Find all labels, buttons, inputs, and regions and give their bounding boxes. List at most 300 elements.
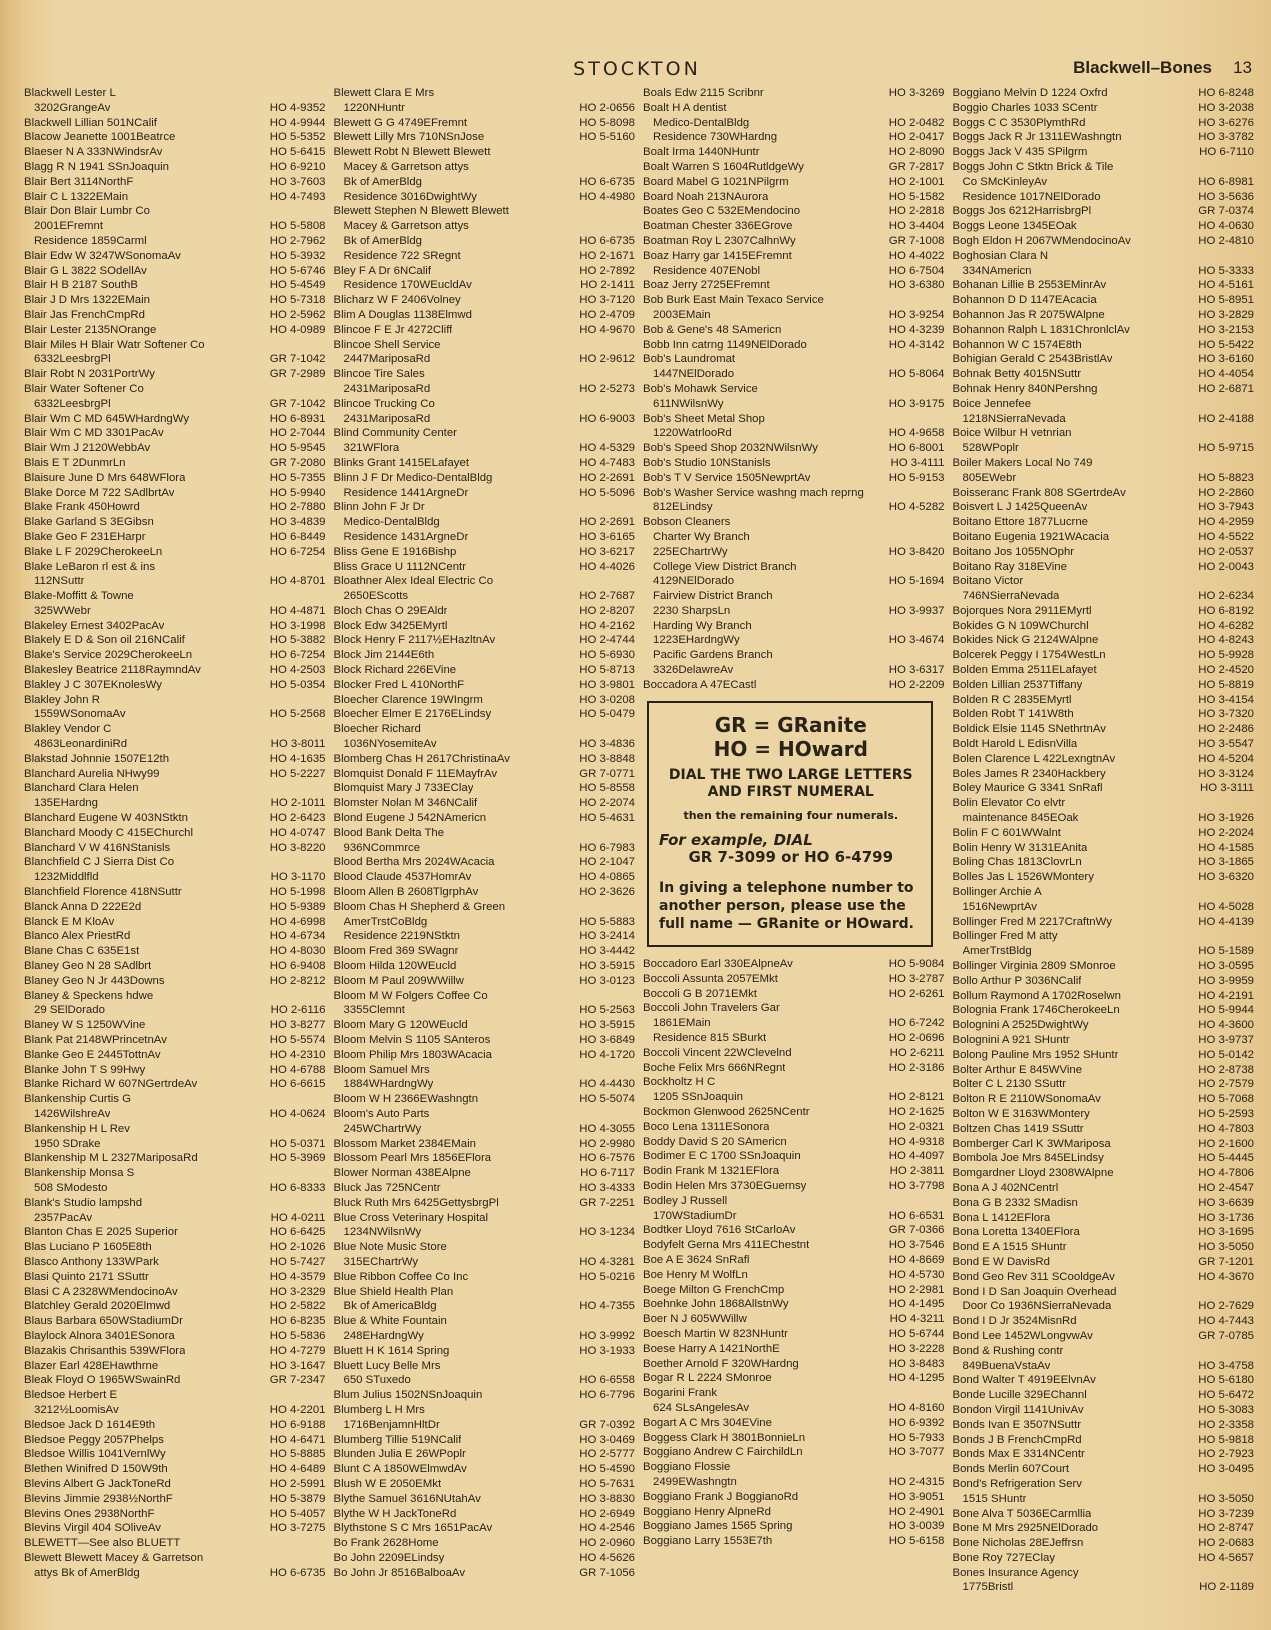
listing-name: Bob's Washer Service washng mach reprng: [643, 486, 864, 499]
listing-entry: [334, 86, 636, 101]
listing-name: 1223EHardngWy: [653, 634, 740, 647]
listing-phone: HO 6-8248: [1198, 87, 1254, 99]
listing-phone: HO 5-3932: [269, 249, 326, 262]
listing-name: Bond Lee 1452WLongvwAv: [952, 1329, 1093, 1342]
listing-entry: [334, 781, 636, 796]
listing-name: 936NCommrce: [343, 841, 421, 854]
listing-name: Blind Community Center: [333, 427, 457, 440]
listing-entry: [953, 1270, 1255, 1285]
listing-phone: HO 4-0865: [579, 871, 635, 884]
listing-name: Medico-DentalBldg: [343, 516, 440, 529]
listing-phone: HO 3-1998: [269, 619, 326, 632]
listing-phone: HO 6-8931: [269, 412, 326, 425]
listing-name: Blewett Clara E Mrs: [333, 87, 435, 99]
listing-phone: HO 3-1933: [579, 1344, 635, 1357]
listing-entry: [24, 530, 326, 545]
dialing-instructions-box: [647, 701, 933, 947]
listing-name: Blaus Barbara 650WStadiumDr: [24, 1315, 183, 1328]
listing-entry: [643, 412, 945, 427]
listing-entry: [24, 1107, 326, 1122]
listing-name: Bloom W H 2366EWashngtn: [333, 1093, 479, 1106]
city-heading: STOCKTON: [573, 58, 701, 80]
listing-entry: [334, 1477, 636, 1492]
listing-phone: HO 5-6746: [269, 264, 326, 277]
listing-entry: [643, 1164, 945, 1179]
listing-entry: [24, 1536, 326, 1551]
listing-entry: [953, 811, 1255, 826]
listing-phone: HO 5-9084: [888, 958, 945, 971]
listing-name: Bond & Rushing contr: [952, 1344, 1064, 1357]
listing-phone: HO 3-7320: [1198, 708, 1254, 721]
listing-entry: [643, 619, 945, 634]
listing-entry: [643, 1357, 945, 1372]
full-name-advice: In giving a telephone number to another person, please use the full name — GRanite or HOward.: [659, 880, 914, 933]
listing-entry: [643, 1505, 945, 1520]
listing-name: Block Jim 2144E6th: [333, 649, 435, 662]
listing-entry: [643, 972, 945, 987]
listing-entry: [334, 234, 636, 249]
listing-phone: HO 5-9389: [269, 900, 326, 913]
listing-name: Blankenship H L Rev: [24, 1122, 130, 1135]
listing-name: Bohanan Lillie B 2553EMinrAv: [952, 279, 1107, 292]
listing-entry: [643, 574, 945, 589]
listing-entry: [953, 1314, 1255, 1329]
listing-entry: [953, 589, 1255, 604]
listing-name: Bond E W DavisRd: [952, 1255, 1050, 1268]
listing-entry: [334, 382, 636, 397]
listing-phone: HO 2-1026: [269, 1241, 326, 1254]
listing-phone: HO 3-4111: [890, 456, 945, 469]
listing-entry: [953, 1299, 1255, 1314]
listing-entry: [334, 885, 636, 900]
listing-entry: [24, 855, 326, 870]
listing-name: Harding Wy Branch: [653, 619, 752, 632]
listing-name: Blair Wm J 2120WebbAv: [24, 442, 151, 455]
listing-entry: [643, 530, 945, 545]
listing-entry: [334, 293, 636, 308]
listing-name: Bone Nicholas 28EJeffrsn: [952, 1537, 1084, 1550]
listing-entry: [953, 722, 1255, 737]
listing-phone: HO 4-2503: [269, 664, 326, 677]
listing-entry: [334, 1329, 636, 1344]
listing-name: Boltzen Chas 1419 SSuttr: [952, 1122, 1084, 1135]
listing-entry: [643, 130, 945, 145]
listing-entry: [334, 1373, 636, 1388]
page-header: [22, 58, 1252, 88]
listing-name: 2003EMain: [653, 308, 711, 321]
listing-name: 1426WilshreAv: [34, 1107, 111, 1120]
listing-entry: [24, 1255, 326, 1270]
listing-entry: [643, 515, 945, 530]
listing-phone: HO 6-6735: [579, 234, 635, 247]
listing-name: 3326DelawreAv: [653, 664, 734, 677]
listing-entry: [953, 101, 1255, 116]
listing-phone: HO 2-6949: [579, 1507, 635, 1520]
listing-name: Boice Jennefee: [952, 397, 1032, 410]
listing-entry: [24, 767, 326, 782]
listing-entry: [24, 382, 326, 397]
listing-phone: HO 3-2329: [269, 1285, 326, 1298]
listing-name: Blake Garland S 3EGibsn: [24, 516, 154, 529]
listing-name: Blazakis Chrisanthis 539WFlora: [24, 1344, 186, 1357]
listing-name: 1232Middlfld: [34, 871, 99, 884]
listing-name: Blacow Jeanette 1001Beatrce: [24, 131, 176, 144]
listing-entry: [334, 1566, 636, 1581]
listing-phone: HO 3-5915: [579, 1019, 635, 1032]
listing-phone: HO 4-2201: [269, 1403, 326, 1416]
listing-phone: HO 4-0211: [270, 1211, 326, 1224]
listing-entry: [24, 116, 326, 131]
listing-entry: [643, 500, 945, 515]
listing-entry: [643, 545, 945, 560]
listing-name: Door Co 1936NSierraNevada: [962, 1300, 1112, 1313]
listing-entry: [334, 1137, 636, 1152]
listing-name: Boggiano Melvin D 1224 Oxfrd: [952, 87, 1108, 99]
listing-entry: [643, 219, 945, 234]
listing-phone: HO 4-4980: [579, 190, 635, 203]
listing-entry: [334, 929, 636, 944]
listing-name: Boege Milton G FrenchCmp: [643, 1283, 785, 1296]
listing-name: Blim A Douglas 1138Elmwd: [333, 308, 472, 321]
listing-name: 3212½LoomisAv: [34, 1403, 119, 1416]
listing-entry: [334, 619, 636, 634]
listing-phone: HO 4-4022: [888, 249, 945, 262]
listing-name: Charter Wy Branch: [653, 530, 750, 543]
listing-entry: [24, 1092, 326, 1107]
listing-entry: [953, 1077, 1255, 1092]
listing-name: Blair Jas FrenchCmpRd: [24, 308, 145, 321]
listing-phone: HO 2-1625: [888, 1106, 945, 1119]
listing-entry: [24, 1314, 326, 1329]
listing-phone: HO 5-5883: [579, 915, 635, 928]
listing-entry: [24, 663, 326, 678]
listing-entry: [24, 500, 326, 515]
listing-phone: HO 6-9003: [579, 412, 635, 425]
listing-name: Macey & Garretson attys: [343, 220, 469, 233]
listing-phone: HO 2-0960: [579, 1537, 635, 1550]
listing-entry: [24, 338, 326, 353]
listing-entry: [24, 1137, 326, 1152]
listing-entry: [24, 811, 326, 826]
listing-entry: [24, 1433, 326, 1448]
listing-name: 1775Bristl: [962, 1581, 1014, 1594]
listing-name: Bodley J Russell: [643, 1194, 728, 1207]
listing-name: Blinks Grant 1415ELafayet: [333, 456, 470, 469]
listing-name: Bob Burk East Main Texaco Service: [643, 294, 824, 307]
listing-name: maintenance 845EOak: [962, 812, 1079, 825]
listing-name: Blakely E D & Son oil 216NCalif: [24, 634, 185, 647]
granite-code: GR = GRanite: [714, 712, 867, 737]
listing-name: Boice Wilbur H vetnrian: [952, 427, 1072, 440]
listing-name: 1036NYosemiteAv: [343, 738, 437, 751]
listing-entry: [334, 204, 636, 219]
listing-name: Blakstad Johnnie 1507E12th: [24, 752, 170, 765]
listing-entry: [24, 1403, 326, 1418]
example-numbers: GR 7-3099 or HO 6-4799: [688, 848, 894, 867]
listing-phone: HO 3-3269: [888, 87, 945, 99]
listing-name: Bolen Clarence L 422LexngtnAv: [952, 752, 1116, 765]
listing-phone: HO 3-2153: [1198, 323, 1254, 336]
listing-name: 4129NElDorado: [653, 575, 735, 588]
listing-name: 849BuenaVstaAv: [962, 1359, 1051, 1372]
listing-name: 1220WatrlooRd: [653, 427, 732, 440]
listing-phone: HO 4-1495: [888, 1298, 945, 1311]
listing-phone: HO 5-0479: [579, 708, 635, 721]
listing-name: Boggio Charles 1033 SCentr: [952, 101, 1098, 114]
listing-entry: [953, 204, 1255, 219]
listing-phone: HO 4-4139: [1198, 915, 1254, 928]
listing-entry: [953, 1462, 1255, 1477]
listing-phone: HO 5-9928: [1198, 649, 1254, 662]
listing-phone: HO 6-8001: [888, 442, 945, 455]
listing-phone: HO 2-0043: [1198, 560, 1254, 573]
listing-name: Bolognini A 921 SHuntr: [952, 1034, 1070, 1046]
listing-name: Bogarini Frank: [643, 1387, 718, 1400]
listing-phone: HO 6-8192: [1198, 604, 1254, 617]
listing-entry: [643, 1460, 945, 1475]
listing-entry: [643, 1297, 945, 1312]
listing-phone: HO 5-7631: [579, 1477, 635, 1490]
listing-phone: HO 2-8121: [888, 1091, 945, 1104]
listing-name: Bone Roy 727EClay: [952, 1551, 1056, 1564]
listing-entry: [334, 264, 636, 279]
listing-name: Blunden Julia E 26WPoplr: [333, 1448, 466, 1461]
listing-phone: HO 3-8277: [269, 1019, 326, 1032]
listing-entry: [953, 86, 1255, 101]
listing-name: Blood Bertha Mrs 2024WAcacia: [333, 856, 495, 869]
listing-entry: [334, 974, 636, 989]
listing-phone: HO 4-7355: [579, 1300, 635, 1313]
listing-phone: HO 3-7275: [269, 1522, 326, 1535]
listing-phone: HO 2-0321: [888, 1120, 945, 1133]
listing-entry: [334, 412, 636, 427]
listing-name: Bonds Merlin 607Court: [952, 1463, 1069, 1476]
listing-phone: HO 5-1998: [269, 886, 326, 899]
listing-name: Blanke Richard W 607NGertrdeAv: [24, 1078, 198, 1091]
listing-phone: HO 3-4758: [1198, 1359, 1254, 1372]
listing-phone: HO 5-6744: [888, 1327, 945, 1340]
listing-phone: HO 4-3579: [269, 1270, 326, 1283]
listing-phone: HO 4-8701: [269, 575, 326, 588]
listing-entry: [24, 1270, 326, 1285]
listing-phone: HO 3-4404: [888, 220, 945, 233]
listing-entry: [334, 574, 636, 589]
listing-phone: GR 7-1008: [888, 234, 945, 247]
listing-name: Bombola Joe Mrs 845ELindsy: [952, 1152, 1104, 1165]
listing-name: Bolden Robt T 141W8th: [952, 708, 1074, 721]
listing-phone: HO 4-9944: [269, 116, 326, 129]
listing-name: Blanke Geo E 2445TottnAv: [24, 1048, 161, 1061]
listing-entry: [334, 101, 636, 116]
listing-entry: [953, 663, 1255, 678]
listing-name: Blocker Fred L 410NorthF: [333, 678, 465, 691]
listing-name: Bona A J 402NCentrl: [952, 1181, 1059, 1194]
listing-phone: HO 5-5422: [1198, 338, 1254, 351]
listing-name: Boggs Jack V 435 SPilgrm: [952, 146, 1088, 159]
listing-entry: [643, 397, 945, 412]
listing-phone: HO 4-4097: [888, 1150, 945, 1163]
listing-entry: [24, 796, 326, 811]
listing-phone: HO 5-8819: [1198, 678, 1254, 691]
listing-name: Board Mabel G 1021NPilgrm: [643, 175, 789, 188]
listing-phone: HO 2-2818: [888, 205, 945, 218]
listing-entry: [334, 1521, 636, 1536]
listing-columns: [24, 86, 1262, 1624]
listing-name: Bliss Grace U 1112NCentr: [333, 560, 467, 573]
listing-entry: [643, 190, 945, 205]
listing-name: Bluck Jas 725NCentr: [333, 1181, 441, 1194]
listing-name: Blewett Lilly Mrs 710NSnJose: [333, 131, 485, 144]
listing-phone: HO 3-9737: [1198, 1034, 1254, 1046]
listing-name: Bledsoe Herbert E: [24, 1389, 118, 1402]
listing-entry: [643, 648, 945, 663]
listing-name: Bloom Hilda 120WEucld: [333, 960, 457, 973]
listing-phone: HO 4-3600: [1198, 1019, 1254, 1032]
listing-entry: [643, 1016, 945, 1031]
listing-phone: HO 5-9818: [1198, 1433, 1254, 1446]
listing-name: Blincoe Trucking Co: [333, 397, 435, 410]
listing-entry: [953, 1536, 1255, 1551]
listing-entry: [24, 1447, 326, 1462]
listing-name: 508 SModesto: [34, 1181, 108, 1194]
listing-phone: HO 4-9352: [269, 101, 326, 114]
listing-entry: [334, 826, 636, 841]
listing-entry: [953, 619, 1255, 634]
listing-name: Boisvert L J 1425QueenAv: [952, 501, 1088, 514]
listing-entry: [953, 145, 1255, 160]
listing-entry: [643, 1312, 945, 1327]
listing-phone: HO 5-9940: [269, 486, 326, 499]
listing-name: Blossom Pearl Mrs 1856EFlora: [333, 1152, 492, 1165]
listing-name: Residence 1017NElDorado: [962, 190, 1101, 203]
listing-name: Co SMcKinleyAv: [962, 175, 1048, 188]
listing-entry: [953, 130, 1255, 145]
listing-phone: HO 5-2568: [269, 708, 326, 721]
listing-phone: HO 3-8011: [270, 738, 326, 751]
listing-entry: [334, 130, 636, 145]
listing-name: Boesch Martin W 823NHuntr: [643, 1327, 788, 1340]
listing-phone: HO 6-7117: [580, 1167, 635, 1180]
listing-entry: [643, 367, 945, 382]
listing-entry: [24, 781, 326, 796]
listing-entry: [24, 190, 326, 205]
listing-entry: [953, 1403, 1255, 1418]
listing-name: Bone M Mrs 2925NElDorado: [952, 1522, 1099, 1535]
listing-phone: HO 3-9992: [579, 1329, 635, 1342]
listing-phone: HO 4-7483: [579, 456, 635, 469]
listing-name: Bob's Studio 10NStanisls: [643, 456, 771, 469]
listing-phone: HO 4-3281: [579, 1255, 635, 1268]
listing-entry: [334, 308, 636, 323]
listing-phone: HO 2-4901: [888, 1505, 945, 1518]
listing-name: Bliss Gene E 1916Bishp: [333, 545, 457, 558]
listing-entry: [24, 1462, 326, 1477]
listing-name: Bloom Philip Mrs 1803WAcacia: [333, 1048, 492, 1061]
listing-entry: [953, 796, 1255, 811]
listing-phone: HO 4-3239: [888, 323, 945, 336]
listing-entry: [24, 1018, 326, 1033]
listing-phone: HO 5-8098: [579, 116, 635, 129]
listing-phone: HO 2-4188: [1198, 412, 1254, 425]
listing-phone: HO 2-1189: [1199, 1581, 1254, 1594]
listing-phone: GR 7-1042: [269, 353, 326, 366]
listing-phone: HO 4-0624: [269, 1107, 326, 1120]
listing-entry: [953, 1181, 1255, 1196]
listing-name: Bollinger Virginia 2809 SMonroe: [952, 960, 1116, 973]
listing-phone: HO 5-1582: [888, 190, 945, 203]
listing-entry: [643, 160, 945, 175]
listing-name: Boer N J 605WWillw: [643, 1313, 747, 1326]
listing-phone: HO 2-3186: [888, 1061, 945, 1074]
listing-entry: [24, 722, 326, 737]
dial-instruction: DIAL THE TWO LARGE LETTERS AND FIRST NUMERAL: [668, 766, 913, 800]
listing-phone: HO 2-3358: [1198, 1418, 1254, 1431]
listing-phone: HO 4-0747: [269, 826, 326, 839]
listing-phone: HO 5-4445: [1198, 1152, 1254, 1165]
listing-entry: [334, 663, 636, 678]
listing-name: Bloom's Auto Parts: [333, 1107, 430, 1120]
listing-phone: HO 5-3333: [1198, 264, 1254, 277]
listing-phone: HO 3-2829: [1198, 308, 1254, 321]
listing-entry: [953, 249, 1255, 264]
listing-name: Bond I D San Joaquin Overhead: [952, 1285, 1117, 1298]
listing-phone: HO 4-8160: [888, 1401, 945, 1414]
listing-phone: HO 2-2486: [1198, 723, 1254, 736]
listing-name: Bohnak Betty 4015NSuttr: [952, 368, 1082, 381]
listing-name: 805EWebr: [962, 471, 1017, 484]
listing-name: Blincoe Shell Service: [333, 338, 441, 351]
listing-name: Bodyfelt Gerna Mrs 411EChestnt: [643, 1239, 810, 1252]
listing-entry: [334, 1462, 636, 1477]
listing-entry: [24, 826, 326, 841]
listing-name: 1447NElDorado: [653, 368, 735, 381]
listing-phone: HO 5-9715: [1198, 442, 1254, 455]
listing-entry: [953, 264, 1255, 279]
listing-name: Bollinger Fred M 2217CraftnWy: [952, 915, 1112, 928]
listing-entry: [643, 101, 945, 116]
listing-phone: HO 3-7239: [1198, 1507, 1254, 1520]
listing-phone: HO 4-1295: [888, 1372, 945, 1385]
listing-name: Boccadora A 47ECastl: [643, 678, 757, 691]
listing-phone: HO 4-9658: [888, 427, 945, 440]
listing-name: Boccoli John Travelers Gar: [643, 1002, 780, 1015]
listing-phone: HO 4-6734: [269, 930, 326, 943]
listing-name: Bo Frank 2628Home: [333, 1537, 439, 1550]
listing-phone: HO 3-8220: [269, 841, 326, 854]
listing-entry: [24, 1063, 326, 1078]
listing-phone: HO 3-9959: [1198, 974, 1254, 987]
listing-name: Blevins Virgil 404 SOliveAv: [24, 1522, 161, 1535]
listing-phone: HO 6-7254: [269, 649, 326, 662]
listing-phone: HO 3-5915: [579, 960, 635, 973]
listing-name: Bolognia Frank 1746CherokeeLn: [952, 1004, 1120, 1017]
listing-phone: HO 6-8981: [1198, 175, 1254, 188]
listing-entry: [334, 841, 636, 856]
listing-entry: [643, 560, 945, 575]
listing-entry: [953, 1344, 1255, 1359]
listing-entry: [643, 1149, 945, 1164]
listing-phone: HO 3-8420: [888, 545, 945, 558]
listing-name: 1515 SHuntr: [962, 1492, 1027, 1505]
listing-phone: HO 6-8333: [269, 1181, 326, 1194]
listing-phone: HO 6-6735: [269, 1566, 326, 1579]
listing-name: Blair Bert 3114NorthF: [24, 175, 134, 188]
listing-name: Bond Geo Rev 311 SCooldgeAv: [952, 1270, 1115, 1283]
listing-phone: HO 4-1635: [269, 752, 326, 765]
listing-entry: [643, 1061, 945, 1076]
listing-entry: [643, 1238, 945, 1253]
listing-name: Boghosian Clara N: [952, 249, 1049, 262]
